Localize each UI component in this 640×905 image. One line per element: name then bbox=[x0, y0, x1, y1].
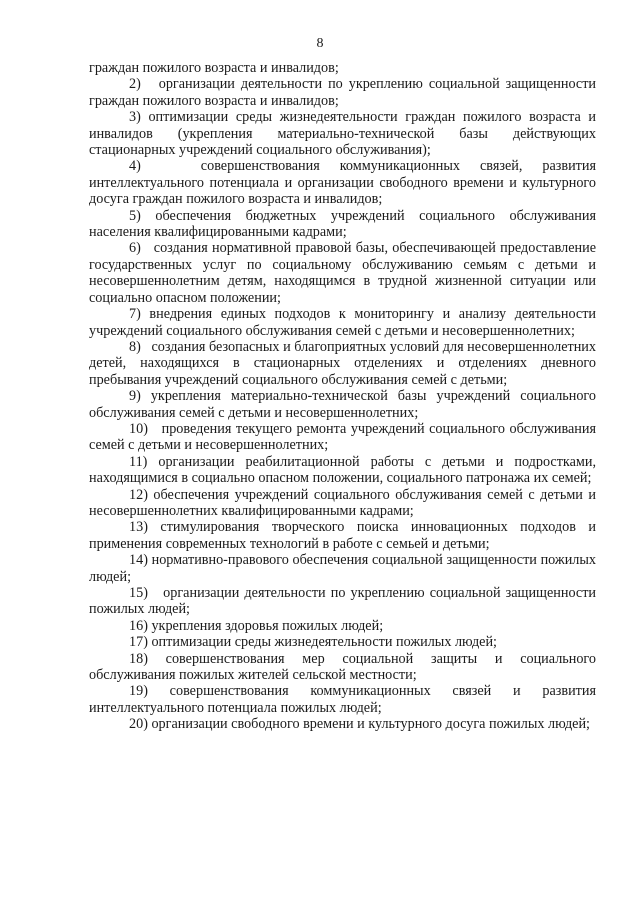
paragraph: 19) совершенствования коммуникационных связей и развития интеллектуального потенциала пожилых людей; bbox=[89, 683, 596, 716]
paragraph: 12) обеспечения учреждений социального обслуживания семей с детьми и несовершеннолетних квалифицированными кадрами; bbox=[89, 486, 596, 519]
paragraph: 18) совершенствования мер социальной защиты и социального обслуживания пожилых жителей сельской местности; bbox=[89, 650, 596, 684]
paragraph: 11) организации реабилитационной работы с детьми и подростками, находящимися в социально опасном положении, социального патронажа их семей; bbox=[89, 453, 596, 487]
paragraph: 6) создания нормативной правовой базы, обеспечивающей предоставление государственных услуг по социальному обслуживанию семьям с детьми и несовершеннолетним детям, находящимся в трудной жизненной ситуации или социально опасном положении; bbox=[89, 240, 596, 306]
paragraph: 16) укрепления здоровья пожилых людей; bbox=[129, 617, 384, 634]
paragraph: 15) организации деятельности по укреплению социальной защищенности пожилых людей; bbox=[89, 585, 596, 618]
page-number: 8 bbox=[316, 36, 324, 51]
paragraph: 4) совершенствования коммуникационных связей, развития интеллектуального потенциала и организации свободного времени и культурного досуга граждан пожилого возраста и инвалидов; bbox=[89, 158, 596, 208]
document-body bbox=[89, 60, 596, 733]
paragraph: граждан пожилого возраста и инвалидов; bbox=[89, 60, 339, 76]
paragraph: 7) внедрения единых подходов к мониторингу и анализу деятельности учреждений социального обслуживания семей с детьми и несовершеннолетних; bbox=[89, 306, 596, 339]
paragraph: 3) оптимизации среды жизнедеятельности граждан пожилого возраста и инвалидов (укрепления материально-технической базы действующих стационарных учреждений социального обслуживания); bbox=[89, 109, 596, 159]
paragraph: 9) укрепления материально-технической базы учреждений социального обслуживания семей с детьми и несовершеннолетних; bbox=[89, 388, 596, 421]
paragraph: 10) проведения текущего ремонта учреждений социального обслуживания семей с детьми и несовершеннолетних; bbox=[89, 420, 596, 454]
paragraph: 5) обеспечения бюджетных учреждений социального обслуживания населения квалифицированными кадрами; bbox=[89, 207, 596, 241]
paragraph: 13) стимулирования творческого поиска инновационных подходов и применения современных технологий в работе с семьей и детьми; bbox=[89, 519, 596, 552]
paragraph: 8) создания безопасных и благоприятных условий для несовершеннолетних детей, находящихся в стационарных отделениях и отделениях дневного пребывания учреждений социального обслуживания семей с детьми; bbox=[89, 338, 596, 388]
paragraph: 14) нормативно-правового обеспечения социальной защищенности пожилых людей; bbox=[89, 552, 596, 585]
paragraph: 17) оптимизации среды жизнедеятельности пожилых людей; bbox=[129, 634, 497, 651]
paragraph: 2) организации деятельности по укреплению социальной защищенности граждан пожилого возраста и инвалидов; bbox=[89, 76, 596, 109]
paragraph: 20) организации свободного времени и культурного досуга пожилых людей; bbox=[129, 716, 591, 733]
